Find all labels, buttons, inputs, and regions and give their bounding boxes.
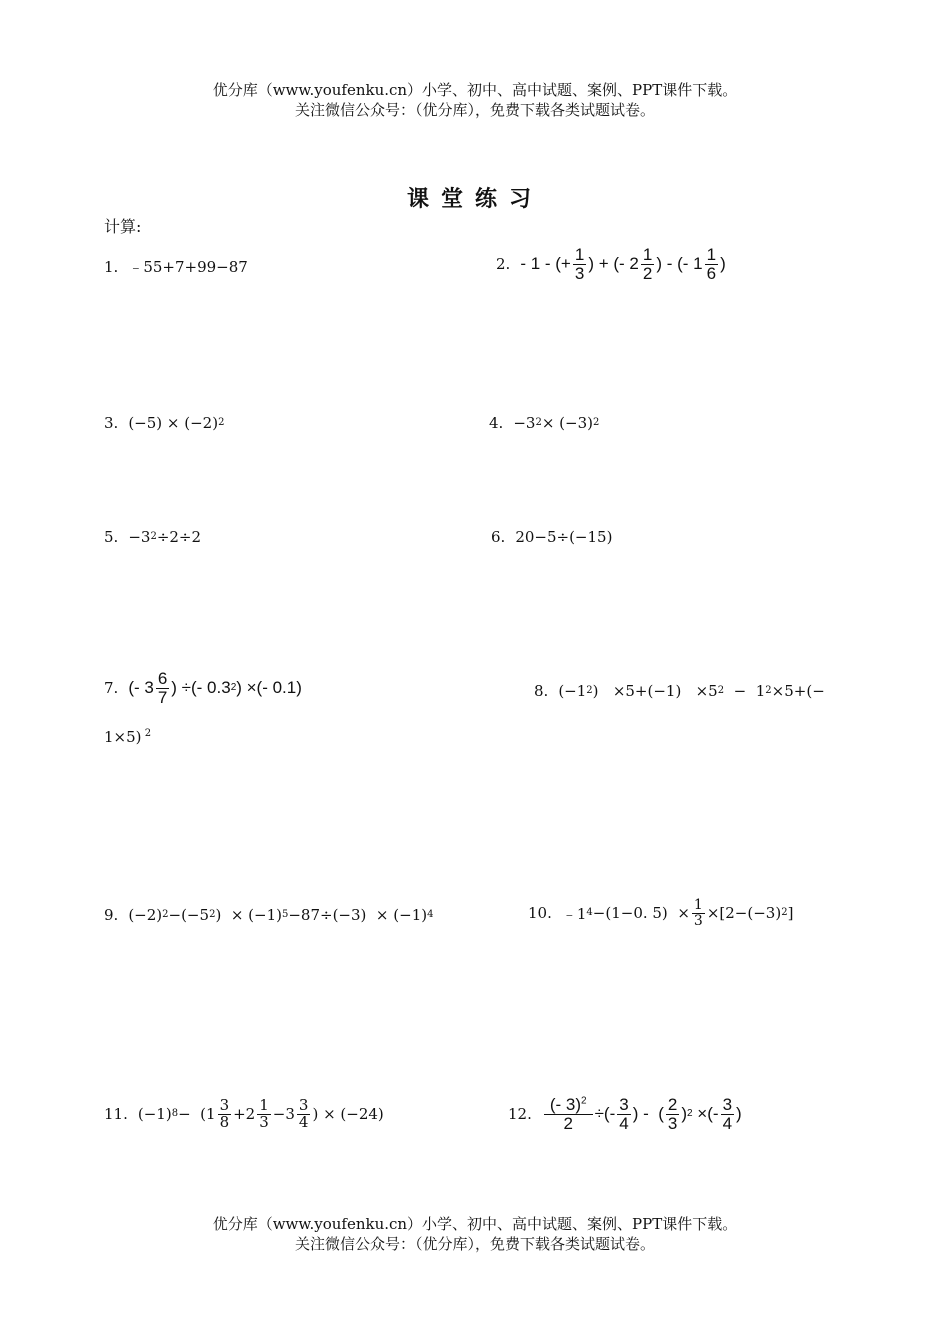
problem-5: 5. −3 2 ÷2÷2 xyxy=(104,528,202,546)
expr-part: ) × (−24) xyxy=(312,1105,384,1124)
expr-part: ) × (−1) xyxy=(215,906,282,924)
problem-4: 4. −3 2 × (−3) 2 xyxy=(489,414,600,432)
numerator: 3 xyxy=(298,1096,309,1114)
problem-number: 10. xyxy=(528,904,552,923)
numerator: 2 xyxy=(667,1095,678,1114)
problem-number: 6. xyxy=(491,528,506,546)
expr-part: (−1) xyxy=(137,1105,172,1124)
fraction xyxy=(641,246,654,283)
expr-part: ] xyxy=(787,904,794,923)
problem-6 xyxy=(491,528,612,546)
expr-part: ) ×(- 0.1) xyxy=(236,678,302,698)
problem-number: 12. xyxy=(508,1105,532,1124)
expr-part: ÷(- xyxy=(594,1104,616,1124)
expr-part: ) xyxy=(720,254,726,274)
problem-9: 9. (−2) 2 −(−5 2 ) × (−1) 5 −87÷(−3) × (−1) 4 xyxy=(104,906,434,924)
problem-expression: ﹣55+7+99−87 xyxy=(128,258,248,276)
exponent: 2 xyxy=(581,1095,587,1107)
denominator: 2 xyxy=(563,1113,573,1133)
numerator: 3 xyxy=(219,1096,230,1114)
section-label: 计算: xyxy=(104,217,142,236)
fraction xyxy=(544,1096,593,1133)
expr-part: +2 xyxy=(233,1105,256,1124)
problem-number: 8. xyxy=(534,682,549,700)
problem-number: 3. xyxy=(104,414,119,432)
problem-3: 3. (−5) × (−2) 2 xyxy=(104,414,225,432)
footer-line-1: 优分库（www.youfenku.cn）小学、初中、高中试题、案例、PPT课件下载。 xyxy=(212,1215,738,1233)
numerator-base: (- 3) xyxy=(549,1095,582,1114)
denominator: 3 xyxy=(574,263,585,283)
fraction xyxy=(705,246,718,283)
fraction xyxy=(156,670,169,707)
denominator: 4 xyxy=(619,1113,629,1133)
expr-part: ) xyxy=(736,1104,742,1124)
numerator: 6 xyxy=(157,669,168,688)
problem-1 xyxy=(104,256,248,277)
denominator: 3 xyxy=(667,1113,678,1133)
expr-part: ×5+(− xyxy=(771,682,825,700)
numerator: 1 xyxy=(642,245,653,264)
denominator: 7 xyxy=(157,687,168,707)
expr-part: ) ÷(- 0.3 xyxy=(171,678,231,698)
denominator: 2 xyxy=(642,263,653,283)
expr-part: - 1 - (+ xyxy=(520,254,571,274)
fraction xyxy=(692,898,705,928)
expr-part: −87÷(−3) × (−1) xyxy=(288,906,428,924)
denominator: 4 xyxy=(722,1113,733,1133)
numerator: 1 xyxy=(259,1096,269,1114)
expr-part: (−2) xyxy=(128,906,163,924)
expr-part: ﹣1 xyxy=(561,904,587,923)
expr-part: −3 xyxy=(513,414,536,432)
expr-part: ) ×5+(−1) ×5 xyxy=(592,682,718,700)
problem-number: 7. xyxy=(104,679,119,698)
problem-expression: $\frac{(- 3)^2}{2}$ ÷(- $\frac{3}{4}$ ) - ( $\frac{2}{3}$ ) 2 ×(- $\frac{3}{4}$ ) xyxy=(542,1096,742,1133)
problem-expression: (- 3 $\frac{6}{7}$ ) ÷(- 0.3 2 ) ×(- 0.1) xyxy=(128,669,302,707)
problem-7 xyxy=(104,670,302,707)
expr-part: ÷2÷2 xyxy=(156,528,202,546)
problem-number: 4. xyxy=(489,414,504,432)
fraction xyxy=(297,1098,311,1131)
numerator: 3 xyxy=(722,1095,733,1114)
problem-12 xyxy=(508,1096,742,1133)
numerator: 1 xyxy=(574,245,585,264)
fraction xyxy=(573,246,586,283)
numerator: 3 xyxy=(619,1095,629,1114)
expr-part: ) xyxy=(681,1104,688,1124)
fraction xyxy=(617,1096,630,1133)
problem-8-continuation xyxy=(104,728,151,746)
problem-number: 11. xyxy=(104,1105,128,1124)
numerator: 1 xyxy=(693,897,703,913)
problem-number: 2. xyxy=(496,255,511,274)
denominator: 3 xyxy=(693,912,703,929)
fraction xyxy=(218,1098,232,1131)
numerator: 1 xyxy=(706,245,717,264)
denominator: 3 xyxy=(259,1112,269,1131)
problem-expression: 20−5÷(−15) xyxy=(515,528,613,546)
footer-line-2: 关注微信公众号：（优分库），免费下载各类试题试卷。 xyxy=(294,1235,655,1253)
denominator: 8 xyxy=(219,1112,230,1131)
expr-part: − 1 xyxy=(724,682,766,700)
expr-part: ×[2−(−3) xyxy=(706,904,782,923)
exponent: 2 xyxy=(141,728,152,739)
numerator xyxy=(544,1096,593,1115)
problem-number: 5. xyxy=(104,528,119,546)
fraction xyxy=(666,1096,679,1133)
expr-part: × (−3) xyxy=(541,414,593,432)
problem-8: 8. (−1 2 ) ×5+(−1) ×5 2 − 1 2 ×5+(− xyxy=(534,682,825,700)
expr-part: ) + (- 2 xyxy=(588,254,639,274)
expr-part: ×(- xyxy=(692,1104,719,1124)
expr-part: ) - ( xyxy=(632,1104,664,1124)
fraction xyxy=(257,1098,271,1131)
expr-part: (−1 xyxy=(558,682,587,700)
expr-part: ) - (- 1 xyxy=(656,254,703,274)
problem-2 xyxy=(496,246,726,283)
expr-part: (- 3 xyxy=(128,678,154,698)
header-line-1: 优分库（www.youfenku.cn）小学、初中、高中试题、案例、PPT课件下载。 xyxy=(212,81,738,99)
expr-part: (−5) × (−2) xyxy=(128,414,219,432)
page-title: 课堂练习 xyxy=(406,186,543,212)
denominator: 6 xyxy=(706,263,717,283)
problem-10: 10. ﹣1 4 −(1−0. 5) × $\frac{1}{3}$ ×[2−(−3) 2 ] xyxy=(528,897,794,929)
problem-11: 11. (−1) 8 − (1 $\frac{3}{8}$ +2 $\frac{1}{3}$ −3 $\frac{3}{4}$ ) × (−24) xyxy=(104,1096,384,1131)
expr-part: −(1−0. 5) × xyxy=(592,904,690,923)
denominator: 4 xyxy=(298,1112,309,1131)
header-line-2: 关注微信公众号：（优分库），免费下载各类试题试卷。 xyxy=(294,101,655,119)
problem-number: 1. xyxy=(104,257,119,276)
expr-part: −3 xyxy=(128,528,151,546)
expr-part: −(−5 xyxy=(168,906,210,924)
expr-part: −3 xyxy=(272,1105,295,1124)
problem-number: 9. xyxy=(104,906,119,924)
expr-part: − (1 xyxy=(178,1105,216,1124)
fraction xyxy=(721,1096,734,1133)
expr-part: 1×5) xyxy=(104,728,142,746)
